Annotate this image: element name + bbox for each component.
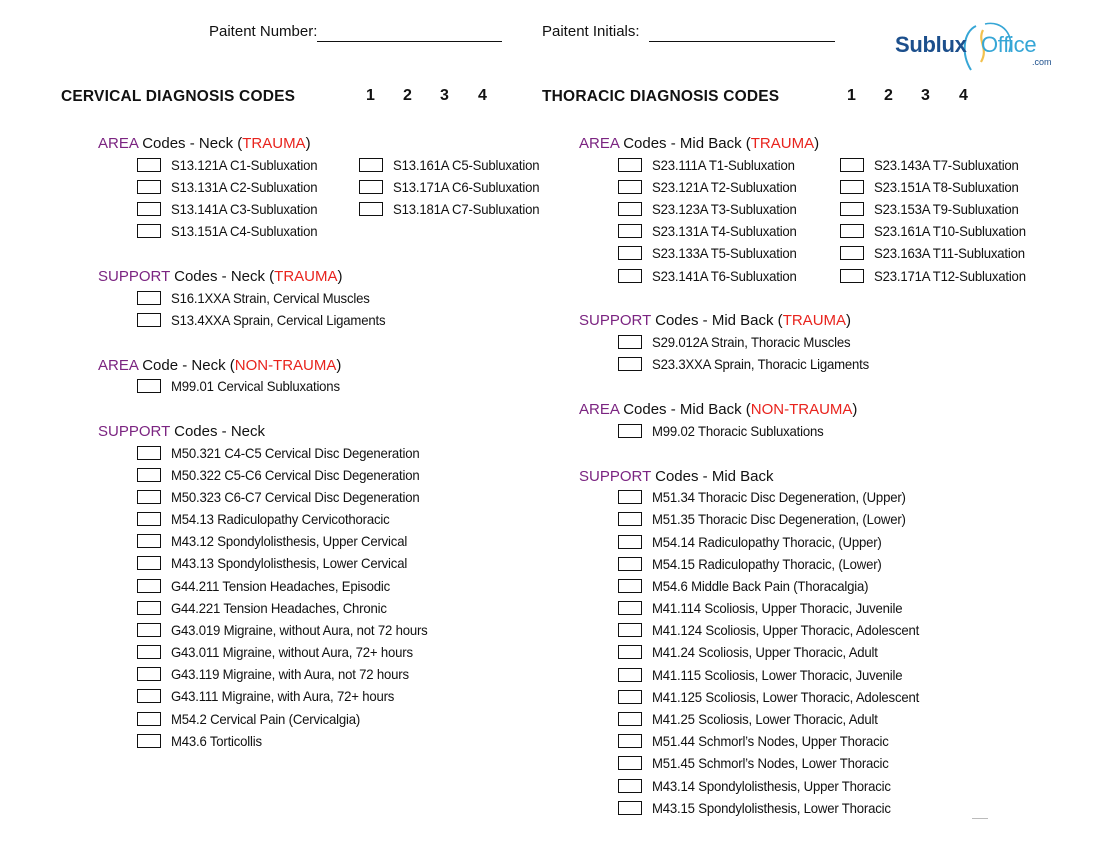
code-label: M51.34 Thoracic Disc Degeneration, (Upper): [652, 489, 906, 505]
code-item[interactable]: [618, 510, 922, 528]
section-label: Codes - Neck: [169, 423, 266, 440]
code-label: S13.121A C1-Subluxation: [171, 157, 318, 173]
thoracic-col-1: 1: [847, 87, 856, 104]
code-item[interactable]: [618, 777, 906, 795]
code-item[interactable]: [137, 488, 435, 506]
checkbox[interactable]: [137, 468, 161, 482]
checkbox[interactable]: [618, 202, 642, 216]
code-item[interactable]: [618, 533, 896, 551]
checkbox[interactable]: [618, 756, 642, 770]
section-qualifier: NON-TRAUMA: [750, 401, 853, 418]
code-item[interactable]: [618, 710, 892, 728]
section-thoracic-support: [579, 468, 774, 485]
section-qualifier: TRAUMA: [750, 135, 815, 152]
checkbox[interactable]: [137, 490, 161, 504]
section-label: Code - Neck (: [138, 357, 235, 374]
section-thoracic-area-nontrauma: [579, 401, 857, 418]
code-label: M41.124 Scoliosis, Upper Thoracic, Adolescent: [652, 622, 920, 638]
code-label: M41.25 Scoliosis, Lower Thoracic, Adult: [652, 711, 878, 727]
patient-number-label: Paitent Number:: [209, 23, 318, 40]
checkbox[interactable]: [618, 734, 642, 748]
code-item[interactable]: [618, 688, 936, 706]
section-prefix: SUPPORT: [579, 312, 651, 329]
code-item[interactable]: [359, 156, 549, 174]
code-label: M50.322 C5-C6 Cervical Disc Degeneration: [171, 467, 420, 483]
code-item[interactable]: [618, 422, 834, 440]
checkbox[interactable]: [618, 424, 642, 438]
code-item[interactable]: [618, 178, 806, 196]
code-item[interactable]: [137, 200, 327, 218]
code-item[interactable]: [137, 599, 401, 617]
checkbox[interactable]: [840, 269, 864, 283]
code-item[interactable]: [618, 355, 883, 373]
section-qualifier: TRAUMA: [242, 135, 306, 152]
code-item[interactable]: [618, 156, 804, 174]
code-label: M43.12 Spondylolisthesis, Upper Cervical: [171, 533, 408, 549]
section-cervical-area-trauma: [98, 135, 311, 152]
checkbox[interactable]: [618, 801, 642, 815]
corner-mark: [972, 818, 988, 819]
section-close: ): [336, 357, 342, 374]
code-item[interactable]: [137, 510, 403, 528]
patient-initials-label: Paitent Initials:: [542, 23, 640, 40]
checkbox[interactable]: [137, 446, 161, 460]
checkbox[interactable]: [137, 158, 161, 172]
section-close: ): [852, 401, 858, 418]
section-thoracic-area-trauma: [579, 135, 819, 152]
cervical-title: CERVICAL DIAGNOSIS CODES: [61, 88, 296, 105]
subluxoffice-logo: [893, 18, 1063, 78]
checkbox[interactable]: [618, 690, 642, 704]
code-item[interactable]: [840, 222, 1036, 240]
checkbox[interactable]: [137, 512, 161, 526]
code-label: M43.13 Spondylolisthesis, Lower Cervical: [171, 555, 408, 571]
code-label: M50.321 C4-C5 Cervical Disc Degeneration: [171, 445, 420, 461]
code-label: M41.115 Scoliosis, Lower Thoracic, Juvenile: [652, 667, 903, 683]
checkbox[interactable]: [137, 224, 161, 238]
code-item[interactable]: [137, 554, 422, 572]
logo-word-left: Sublux: [895, 32, 967, 57]
code-label: M99.01 Cervical Subluxations: [171, 378, 340, 394]
code-item[interactable]: [618, 754, 904, 772]
code-label: M41.125 Scoliosis, Lower Thoracic, Adolescent: [652, 689, 920, 705]
checkbox[interactable]: [137, 379, 161, 393]
code-label: S13.141A C3-Subluxation: [171, 201, 318, 217]
checkbox[interactable]: [840, 202, 864, 216]
code-label: S23.133A T5-Subluxation: [652, 245, 797, 261]
code-item[interactable]: [137, 178, 327, 196]
code-label: G44.221 Tension Headaches, Chronic: [171, 600, 387, 616]
checkbox[interactable]: [618, 246, 642, 260]
section-qualifier: NON-TRAUMA: [234, 357, 337, 374]
thoracic-title: THORACIC DIAGNOSIS CODES: [542, 88, 780, 105]
thoracic-col-4: 4: [959, 87, 968, 104]
code-label: M41.114 Scoliosis, Upper Thoracic, Juvenile: [652, 600, 903, 616]
code-label: M43.15 Spondylolisthesis, Lower Thoracic: [652, 800, 891, 816]
checkbox[interactable]: [618, 601, 642, 615]
code-label: M41.24 Scoliosis, Upper Thoracic, Adult: [652, 644, 878, 660]
code-label: M54.14 Radiculopathy Thoracic, (Upper): [652, 534, 882, 550]
code-label: G44.211 Tension Headaches, Episodic: [171, 578, 391, 594]
checkbox[interactable]: [840, 224, 864, 238]
code-label: S23.153A T9-Subluxation: [874, 201, 1019, 217]
code-label: G43.111 Migraine, with Aura, 72+ hours: [171, 688, 395, 704]
section-cervical-area-nontrauma: [98, 357, 341, 374]
code-item[interactable]: [137, 466, 435, 484]
code-item[interactable]: [618, 577, 882, 595]
checkbox[interactable]: [618, 224, 642, 238]
checkbox[interactable]: [618, 180, 642, 194]
code-item[interactable]: [618, 666, 918, 684]
checkbox[interactable]: [137, 579, 161, 593]
code-label: S23.111A T1-Subluxation: [652, 157, 795, 173]
code-item[interactable]: [618, 333, 863, 351]
code-item[interactable]: [137, 577, 404, 595]
code-label: S13.181A C7-Subluxation: [393, 201, 540, 217]
code-label: M50.323 C6-C7 Cervical Disc Degeneration: [171, 489, 420, 505]
code-label: S13.131A C2-Subluxation: [171, 179, 318, 195]
code-label: S13.151A C4-Subluxation: [171, 223, 318, 239]
code-item[interactable]: [137, 732, 268, 750]
section-prefix: SUPPORT: [579, 468, 651, 485]
code-item[interactable]: [618, 555, 896, 573]
code-item[interactable]: [137, 222, 327, 240]
section-close: ): [814, 135, 820, 152]
patient-initials-field[interactable]: [649, 41, 835, 42]
checkbox[interactable]: [840, 180, 864, 194]
code-label: G43.011 Migraine, without Aura, 72+ hours: [171, 644, 413, 660]
section-cervical-support: [98, 423, 265, 440]
checkbox[interactable]: [618, 335, 642, 349]
checkbox[interactable]: [137, 734, 161, 748]
section-label: Codes - Mid Back (: [619, 401, 751, 418]
code-item[interactable]: [137, 665, 424, 683]
section-prefix: SUPPORT: [98, 268, 170, 285]
checkbox[interactable]: [618, 357, 642, 371]
checkbox[interactable]: [618, 579, 642, 593]
checkbox[interactable]: [137, 689, 161, 703]
code-item[interactable]: [137, 156, 327, 174]
section-cervical-support-trauma: [98, 268, 343, 285]
checkbox[interactable]: [137, 202, 161, 216]
checkbox[interactable]: [618, 158, 642, 172]
checkbox[interactable]: [840, 158, 864, 172]
code-item[interactable]: [359, 178, 549, 196]
code-item[interactable]: [137, 444, 435, 462]
code-label: S13.4XXA Sprain, Cervical Ligaments: [171, 312, 386, 328]
code-label: S23.141A T6-Subluxation: [652, 268, 797, 284]
code-item[interactable]: [618, 643, 892, 661]
section-prefix: AREA: [579, 135, 620, 152]
section-close: ): [305, 135, 311, 152]
code-label: M51.35 Thoracic Disc Degeneration, (Lower): [652, 511, 906, 527]
code-label: S29.012A Strain, Thoracic Muscles: [652, 334, 851, 350]
code-item[interactable]: [137, 710, 372, 728]
cervical-col-2: 2: [403, 87, 412, 104]
code-label: M43.14 Spondylolisthesis, Upper Thoracic: [652, 778, 891, 794]
logo-word-right: Office: [981, 32, 1037, 57]
code-label: S16.1XXA Strain, Cervical Muscles: [171, 290, 370, 306]
thoracic-col-3: 3: [921, 87, 930, 104]
code-item[interactable]: [618, 799, 906, 817]
code-label: S23.123A T3-Subluxation: [652, 201, 797, 217]
section-prefix: AREA: [98, 135, 139, 152]
checkbox[interactable]: [618, 779, 642, 793]
code-item[interactable]: [840, 267, 1036, 285]
code-item[interactable]: [137, 532, 422, 550]
checkbox[interactable]: [137, 534, 161, 548]
section-label: Codes - Mid Back (: [650, 312, 783, 329]
checkbox[interactable]: [618, 712, 642, 726]
section-label: Codes - Mid Back (: [619, 135, 751, 152]
checkbox[interactable]: [618, 623, 642, 637]
code-label: M99.02 Thoracic Subluxations: [652, 423, 824, 439]
checkbox[interactable]: [618, 645, 642, 659]
code-item[interactable]: [840, 200, 1028, 218]
code-item[interactable]: [137, 687, 408, 705]
patient-number-field[interactable]: [317, 41, 502, 42]
code-label: S23.151A T8-Subluxation: [874, 179, 1019, 195]
code-item[interactable]: [840, 244, 1034, 262]
code-item[interactable]: [618, 488, 922, 506]
checkbox[interactable]: [618, 535, 642, 549]
code-label: S23.121A T2-Subluxation: [652, 179, 797, 195]
code-item[interactable]: [618, 599, 918, 617]
code-label: S23.171A T12-Subluxation: [874, 268, 1026, 284]
code-label: G43.119 Migraine, with Aura, not 72 hours: [171, 666, 409, 682]
code-label: S23.163A T11-Subluxation: [874, 245, 1025, 261]
code-item[interactable]: [137, 289, 382, 307]
code-item[interactable]: [137, 621, 444, 639]
checkbox[interactable]: [137, 667, 161, 681]
checkbox[interactable]: [840, 246, 864, 260]
checkbox[interactable]: [137, 712, 161, 726]
code-item[interactable]: [137, 377, 351, 395]
code-label: S13.171A C6-Subluxation: [393, 179, 540, 195]
code-item[interactable]: [359, 200, 549, 218]
code-item[interactable]: [618, 267, 806, 285]
code-item[interactable]: [618, 222, 806, 240]
cervical-col-4: 4: [478, 87, 487, 104]
section-qualifier: TRAUMA: [782, 312, 847, 329]
code-item[interactable]: [137, 643, 428, 661]
cervical-col-1: 1: [366, 87, 375, 104]
checkbox[interactable]: [618, 512, 642, 526]
code-label: S23.143A T7-Subluxation: [874, 157, 1019, 173]
checkbox[interactable]: [359, 158, 383, 172]
code-label: M54.2 Cervical Pain (Cervicalgia): [171, 711, 361, 727]
section-label: Codes - Mid Back: [650, 468, 774, 485]
code-item[interactable]: [618, 244, 806, 262]
checkbox[interactable]: [137, 645, 161, 659]
checkbox[interactable]: [137, 556, 161, 570]
code-label: M43.6 Torticollis: [171, 733, 262, 749]
code-item[interactable]: [618, 621, 936, 639]
code-label: S23.161A T10-Subluxation: [874, 223, 1026, 239]
code-label: S23.3XXA Sprain, Thoracic Ligaments: [652, 356, 870, 372]
checkbox[interactable]: [359, 202, 383, 216]
section-prefix: SUPPORT: [98, 423, 170, 440]
code-label: S23.131A T4-Subluxation: [652, 223, 797, 239]
section-thoracic-support-trauma: [579, 312, 851, 329]
section-label: Codes - Neck (: [138, 135, 243, 152]
code-label: M54.13 Radiculopathy Cervicothoracic: [171, 511, 390, 527]
section-prefix: AREA: [98, 357, 139, 374]
section-label: Codes - Neck (: [169, 268, 275, 285]
checkbox[interactable]: [137, 601, 161, 615]
thoracic-col-2: 2: [884, 87, 893, 104]
code-item[interactable]: [840, 156, 1028, 174]
checkbox[interactable]: [618, 269, 642, 283]
code-label: M51.44 Schmorl’s Nodes, Upper Thoracic: [652, 733, 889, 749]
checkbox[interactable]: [137, 313, 161, 327]
checkbox[interactable]: [618, 557, 642, 571]
code-label: M51.45 Schmorl’s Nodes, Lower Thoracic: [652, 755, 889, 771]
checkbox[interactable]: [618, 490, 642, 504]
logo-sub: .com: [1032, 57, 1052, 67]
code-label: M54.15 Radiculopathy Thoracic, (Lower): [652, 556, 882, 572]
code-label: G43.019 Migraine, without Aura, not 72 hours: [171, 622, 428, 638]
section-close: ): [846, 312, 852, 329]
checkbox[interactable]: [137, 623, 161, 637]
code-item[interactable]: [618, 200, 806, 218]
section-qualifier: TRAUMA: [274, 268, 338, 285]
cervical-col-3: 3: [440, 87, 449, 104]
code-item[interactable]: [840, 178, 1028, 196]
checkbox[interactable]: [137, 291, 161, 305]
checkbox[interactable]: [618, 668, 642, 682]
checkbox[interactable]: [137, 180, 161, 194]
section-close: ): [337, 268, 343, 285]
code-label: M54.6 Middle Back Pain (Thoracalgia): [652, 578, 869, 594]
code-item[interactable]: [618, 732, 904, 750]
checkbox[interactable]: [359, 180, 383, 194]
code-item[interactable]: [137, 311, 399, 329]
section-prefix: AREA: [579, 401, 620, 418]
code-label: S13.161A C5-Subluxation: [393, 157, 540, 173]
